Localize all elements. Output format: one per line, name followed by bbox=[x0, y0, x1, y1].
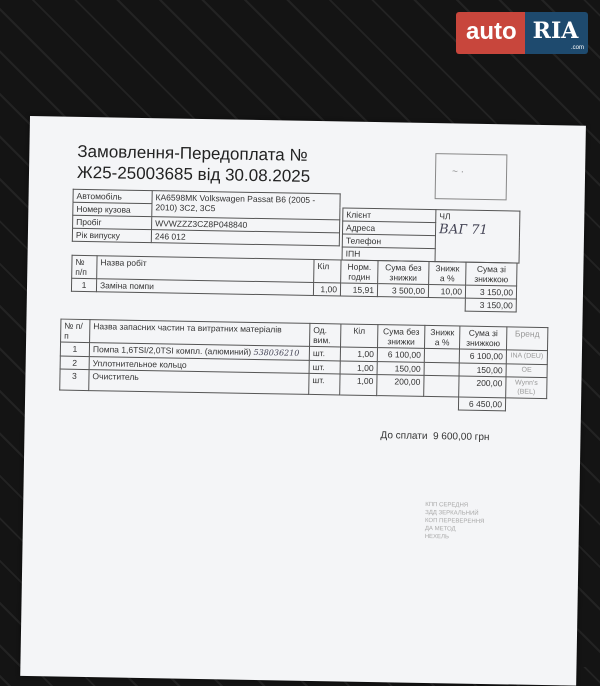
watermark-domain: .com bbox=[570, 45, 584, 51]
parts-row-total: 150,00 bbox=[459, 363, 506, 377]
label-mileage: Пробіг bbox=[73, 215, 152, 229]
payment-label: До сплати bbox=[380, 430, 428, 442]
parts-row-no: 3 bbox=[60, 369, 89, 391]
parts-row-name: Уплотнительное кольцо bbox=[92, 358, 187, 370]
works-table bbox=[71, 255, 518, 313]
parts-row-disc bbox=[424, 348, 459, 363]
vehicle-body: WVWZZZ3CZ8P048840 bbox=[152, 217, 340, 233]
autoria-watermark bbox=[456, 12, 588, 54]
works-row-name: Заміна помпи bbox=[96, 279, 313, 296]
parts-row-sum: 150,00 bbox=[377, 362, 424, 376]
faded-stamp bbox=[425, 501, 485, 542]
parts-header-brand: Бренд bbox=[506, 327, 547, 351]
handwritten-note: ВАГ 71 bbox=[438, 222, 488, 239]
signature-box: ~ · bbox=[435, 153, 508, 200]
stamp-line: КОП ПЕРЕВЕРЕННЯ bbox=[424, 517, 485, 525]
label-client: Клієнт bbox=[343, 208, 436, 223]
parts-row-disc bbox=[424, 375, 459, 397]
works-row-qty: 1,00 bbox=[313, 282, 340, 295]
label-ipn: ІПН bbox=[342, 247, 435, 262]
parts-row-sum: 6 100,00 bbox=[377, 348, 424, 363]
parts-row-total: 200,00 bbox=[459, 376, 506, 398]
stamp-line: НЕХЕЛЬ bbox=[424, 533, 449, 541]
payment-amount: 9 600,00 грн bbox=[432, 431, 490, 444]
parts-row-name: Очиститель bbox=[92, 371, 139, 382]
parts-subtotal: 6 450,00 bbox=[458, 397, 505, 411]
parts-header-disc: Знижк а % bbox=[425, 325, 460, 349]
vehicle-table bbox=[72, 189, 341, 249]
works-row-sum: 3 500,00 bbox=[377, 284, 428, 298]
label-year: Рік випуску bbox=[72, 228, 151, 242]
works-header-norm: Норм. годин bbox=[341, 260, 378, 284]
parts-row-qty: 1,00 bbox=[340, 374, 377, 396]
label-phone: Телефон bbox=[342, 234, 435, 249]
document-title bbox=[77, 141, 311, 187]
label-address: Адреса bbox=[342, 221, 435, 236]
stamp-line: КПП СЕРЕДНЯ bbox=[425, 501, 469, 509]
parts-header-name: Назва запасних частин та витратних матеріалів bbox=[90, 320, 310, 347]
parts-row-no: 1 bbox=[60, 342, 89, 357]
parts-row-qty: 1,00 bbox=[340, 347, 377, 362]
parts-row-brand: OE bbox=[506, 364, 547, 378]
parts-row-unit: шт. bbox=[309, 346, 340, 361]
works-header-no: № п/п bbox=[72, 255, 97, 278]
parts-header-total: Сума зі знижкою bbox=[459, 326, 506, 350]
parts-header-qty: Кіл bbox=[341, 324, 378, 348]
stamp-line: ЗДД ЗЕРКАЛЬНИЙ bbox=[425, 509, 479, 517]
label-body: Номер кузова bbox=[73, 202, 152, 216]
parts-row-sum: 200,00 bbox=[377, 375, 424, 397]
vehicle-mileage: 246 012 bbox=[151, 230, 339, 246]
client-table bbox=[342, 207, 521, 263]
vehicle-auto: КА6598МК Volkswagen Passat B6 (2005 - 2010) 3С2, 3С5 bbox=[152, 191, 340, 220]
works-header-name: Назва робіт bbox=[97, 256, 314, 283]
parts-table bbox=[59, 319, 548, 413]
payment-total bbox=[380, 430, 489, 443]
works-row-total: 3 150,00 bbox=[465, 285, 516, 299]
parts-row-unit: шт. bbox=[309, 373, 340, 395]
works-row-no: 1 bbox=[71, 278, 96, 291]
parts-header-unit: Од. вим. bbox=[310, 323, 341, 347]
title-line-1: Замовлення-Передоплата № bbox=[77, 141, 308, 165]
works-header-total: Сума зі знижкою bbox=[466, 262, 517, 286]
works-header-disc: Знижк а % bbox=[429, 261, 466, 285]
works-row-norm: 15,91 bbox=[340, 283, 377, 297]
parts-header-no: № п/п bbox=[61, 319, 90, 343]
title-line-2: Ж25-25003685 від 30.08.2025 bbox=[76, 162, 311, 186]
parts-row-brand: INA (DEU) bbox=[506, 350, 547, 365]
parts-row-no: 2 bbox=[60, 356, 89, 370]
watermark-ria: RIA .com bbox=[525, 12, 588, 54]
label-auto: Автомобіль bbox=[73, 189, 152, 203]
parts-row-note: 538036210 bbox=[253, 347, 300, 358]
watermark-auto: auto bbox=[456, 12, 525, 54]
parts-row-unit: шт. bbox=[309, 360, 340, 374]
works-header-qty: Кіл bbox=[314, 259, 341, 282]
parts-header-sum: Сума без знижки bbox=[378, 325, 425, 349]
parts-row-name: Помпа 1,6TSI/2,0TSI компл. (алюминий) bbox=[92, 344, 252, 357]
parts-row-qty: 1,00 bbox=[340, 361, 377, 375]
stamp-line: ДА МЕТОД bbox=[424, 525, 456, 533]
order-document bbox=[20, 116, 586, 686]
works-subtotal: 3 150,00 bbox=[465, 298, 516, 312]
parts-row-brand: Wynn's (BEL) bbox=[506, 377, 547, 399]
parts-row-total: 6 100,00 bbox=[459, 349, 506, 364]
works-header-sum: Сума без знижки bbox=[378, 261, 429, 285]
client-type: ЧЛ bbox=[439, 211, 451, 222]
parts-row-disc bbox=[424, 362, 459, 376]
works-row-disc: 10,00 bbox=[428, 284, 465, 298]
